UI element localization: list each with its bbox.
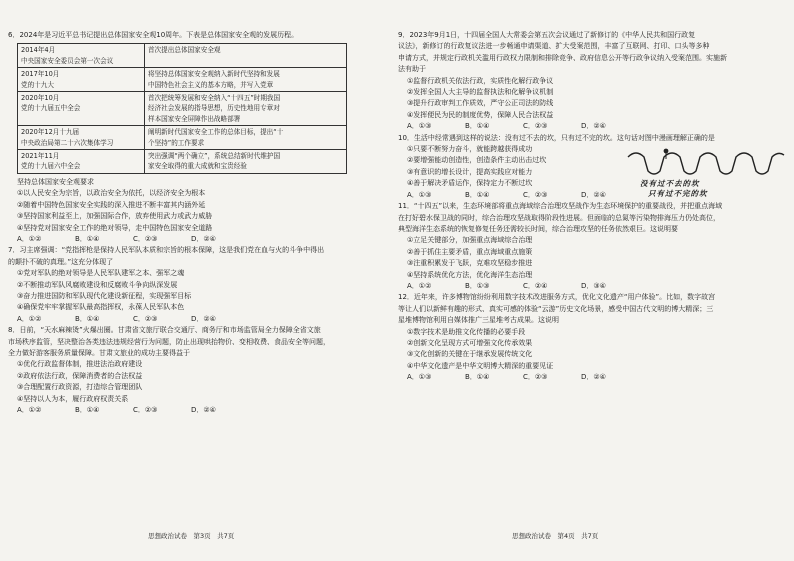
q7-option-1: ①党对军队的绝对领导是人民军队建军之本、强军之魂	[17, 269, 185, 278]
q10-option-4: ④善于解决矛盾运作，保持定力不断过坎	[407, 179, 533, 188]
q11-option-1: ①立足关键部分，加强重点海域综合治理	[407, 236, 533, 245]
q6-option-3: ③坚持国家利益至上，加强国际合作，放弃使用武力或武力威胁	[17, 212, 213, 221]
q8-option-3: ③合理配置行政资源，打造综合管理团队	[17, 383, 143, 392]
history-event-cell	[18, 150, 145, 174]
q12-option-4: ④中华文化遗产是中华文明博大精深的重要见证	[407, 361, 554, 370]
q12-stem-line-3: 星堆博物馆利用自媒体推广三星堆考古成果。这说明	[398, 316, 559, 325]
history-event-line: 2020年10月	[21, 94, 60, 103]
q9-answer-a[interactable]: A．①③	[407, 122, 432, 131]
q9-stem-line-3: 申请方式，并规定行政机关滥用行政权力限制和排除竞争、政府信息公开等行政争议纳入受案范围。实施新	[398, 53, 727, 62]
history-table-row	[18, 150, 347, 174]
q11-answer-a[interactable]: A．①②	[407, 281, 432, 290]
q8-option-4: ④坚持以人为本，履行政府权责关系	[17, 394, 129, 403]
q8-option-1: ①优化行政监督体制，推进法治政府建设	[17, 360, 143, 369]
history-content-line: 个坚持”的工作要求	[148, 138, 205, 147]
q6-answer-b[interactable]: B．①④	[75, 234, 100, 243]
q6-history-table	[17, 43, 347, 173]
history-event-line: 党的十九届六中全会	[21, 162, 81, 171]
q8-stem-line-2: 市场秩序监管，坚决整治各类违法违规经营行为问题，防止出现哄抬物价、变相收费、食品安全等问题，	[8, 337, 330, 346]
cartoon-caption-line-1: 没有过不去的坎	[640, 178, 700, 188]
history-event-line: 党的十九届五中全会	[21, 104, 81, 113]
history-content-line: 首次提出总体国家安全观	[148, 46, 221, 55]
history-event-line: 2014年4月	[21, 46, 56, 55]
q12-answer-d[interactable]: D．②④	[581, 373, 606, 382]
history-content-line: 样本国家安全屏障作出战略部署	[148, 114, 241, 123]
history-content-line: 中国特色社会主义的基本方略，并写入党章	[148, 80, 274, 89]
q8-answer-b[interactable]: B．①④	[75, 406, 100, 414]
history-table-row	[18, 68, 347, 92]
history-event-cell	[18, 44, 145, 68]
history-content-line: 家安全取得的重大成就和宝贵经验	[148, 162, 247, 171]
q12-answer-b[interactable]: B．①④	[465, 373, 490, 382]
q8-answer-c[interactable]: C．②③	[133, 406, 158, 414]
q11-option-3: ③注重积累发于飞跃，克难攻坚稳步推进	[407, 259, 533, 268]
q11-answers	[398, 281, 782, 292]
q7-answer-c[interactable]: C．②③	[133, 314, 158, 323]
history-content-line: 首次把统筹发展和安全纳入“十四五”时期我国	[148, 94, 281, 103]
q8-answers	[8, 405, 380, 416]
q10-answer-b[interactable]: B．①④	[465, 190, 490, 199]
q11-answer-b[interactable]: B．①③	[465, 281, 490, 290]
q6-answer-c[interactable]: C．②③	[133, 234, 158, 243]
history-event-cell	[18, 92, 145, 126]
q8-option-2: ②政府依法行政，保障消费者的合法权益	[17, 371, 143, 380]
history-content-line: 将坚持总体国家安全观纳入新时代坚持和发展	[148, 70, 280, 79]
q7-answers	[8, 314, 380, 325]
cartoon-caption-line-2: 只有过不完的坎	[648, 188, 708, 198]
history-content-cell	[145, 44, 347, 68]
history-content-line: 突出强调“两个确立”，系统总结新时代维护国	[148, 152, 281, 161]
q11-option-2: ②善于抓住主要矛盾，重点海域重点施策	[407, 247, 533, 256]
q11-option-4: ④坚持系统优化方法，优化海洋生态治理	[407, 270, 533, 279]
q10-cartoon-drawing	[626, 143, 786, 179]
history-event-line: 2020年12月十九届	[21, 128, 80, 137]
q9-answers	[398, 121, 782, 132]
q11-answer-c[interactable]: C．②④	[523, 281, 548, 290]
q6-stem: 6．2024年是习近平总书记提出总体国家安全观10周年。下表是总体国家安全观的发展历程。	[8, 31, 299, 39]
q10-cartoon	[626, 143, 786, 203]
q6-option-1: ①以人民安全为宗旨，以政治安全为依托，以经济安全为根本	[17, 189, 206, 198]
q9-answer-b[interactable]: B．①④	[465, 122, 490, 131]
history-event-line: 中央政治局第二十六次集体学习	[21, 138, 114, 147]
history-event-cell	[18, 126, 145, 150]
q6-option-2: ②随着中国特色国家安全实践的深入推进不断丰富其内涵外延	[17, 200, 206, 209]
history-content-cell	[145, 126, 347, 150]
history-event-line: 党的十九大	[21, 80, 54, 89]
history-content-cell	[145, 68, 347, 92]
q12-stem-line-2: 等让人们以新鲜有趣的形式、真实可感的体验“云游”历史文化场景，感受中国古代文明的博大精深；三	[398, 304, 714, 313]
q7-answer-d[interactable]: D．②④	[191, 314, 216, 323]
q11-answer-d[interactable]: D．③④	[581, 281, 606, 290]
q6-option-4: ④坚持党对国家安全工作的绝对领导，走中国特色国家安全道路	[17, 223, 213, 232]
q9-stem-line-4: 法有助于	[398, 65, 426, 74]
history-table-row	[18, 126, 347, 150]
history-event-line: 2021年11月	[21, 152, 60, 161]
q9-stem-line-1: 9．2023年9月1日，十四届全国人大常委会第五次会议通过了新修订的《中华人民共和国行政复	[398, 31, 696, 39]
q6-answers	[8, 234, 380, 245]
q10-answer-c[interactable]: C．②③	[523, 190, 548, 199]
q10-answer-d[interactable]: D．②④	[581, 190, 606, 199]
history-event-cell	[18, 68, 145, 92]
q9-option-2: ②发挥全国人大主导的监督执法和化解争议机制	[407, 88, 554, 97]
q12-option-3: ③文化创新的关键在于继承发展传统文化	[407, 350, 533, 359]
history-event-line: 中央国家安全委员会第一次会议	[21, 56, 114, 65]
q12-answer-a[interactable]: A．①③	[407, 373, 432, 382]
q6-answer-d[interactable]: D．②④	[191, 234, 216, 243]
q9-answer-c[interactable]: C．②③	[523, 122, 548, 131]
q7-option-3: ③奋力推进国防和军队现代化建设新征程，实现强军目标	[17, 291, 192, 300]
q10-cartoon-caption	[640, 179, 708, 199]
q9-stem-line-2: 议法》，新修订的行政复议法进一步畅通申请渠道、扩大受案范围，丰富了互联网、打印、口头等多种	[398, 42, 710, 51]
right-page	[398, 30, 782, 384]
history-event-line: 2017年10月	[21, 70, 60, 79]
history-content-cell	[145, 92, 347, 126]
history-content-line: 经济社会发展的指导思想，历史性地用专章对	[148, 104, 280, 113]
q9-option-1: ①监督行政机关依法行政，实质性化解行政争议	[407, 76, 554, 85]
q8-answer-d[interactable]: D．②④	[191, 406, 216, 414]
q6-lead: 坚持总体国家安全观要求	[17, 177, 94, 186]
q12-answer-c[interactable]: C．②③	[523, 373, 548, 382]
q11-stem-line-2: 在打好碧水保卫战的同时，综合治理攻坚战取得阶段性进展。但面临的总氮等污染物排海压力仍处高位，	[398, 213, 720, 222]
q6-answer-a[interactable]: A．①②	[17, 234, 42, 243]
q7-stem-line-1: 7．习主席强调：“党指挥枪是保持人民军队本质和宗旨的根本保障，这是我们党在血与火的斗争中得出	[8, 246, 325, 255]
left-page-footer: 思想政治试卷 第3页 共7页	[148, 532, 235, 540]
history-content-cell	[145, 150, 347, 174]
q10-option-3: ③有意识的增长设计，提高实践应对能力	[407, 167, 533, 176]
history-table-row	[18, 92, 347, 126]
history-content-line: 阐明新时代国家安全工作的总体目标，提出“十	[148, 128, 284, 137]
q8-answer-a[interactable]: A．①②	[17, 406, 42, 414]
q12-answers	[398, 372, 782, 383]
q11-stem-line-1: 11．“十四五”以来，生态环境部将重点海域综合治理攻坚战作为生态环境保护的重要战役，并把重点海域	[398, 202, 723, 211]
q9-answer-d[interactable]: D．②④	[581, 122, 606, 131]
q12-option-2: ②创新文化呈现方式可增强文化传承效果	[407, 338, 533, 347]
q9-option-3: ③提升行政审判工作质效，严守公正司法的防线	[407, 99, 554, 108]
q7-stem-line-2: 的颠扑不破的真理。”这充分体现了	[8, 257, 114, 266]
q8-stem-line-3: 全力做好游客服务质量保障。甘肃文旅业的成功主要得益于	[8, 348, 190, 357]
left-page	[8, 30, 380, 416]
q12-option-1: ①数字技术是助推文化传播的必要手段	[407, 327, 526, 336]
q10-answer-a[interactable]: A．①③	[407, 190, 432, 199]
q9-option-4: ④发挥便民为民的制度优势，保障人民合法权益	[407, 110, 554, 119]
right-page-footer: 思想政治试卷 第4页 共7页	[512, 532, 599, 540]
q7-option-4: ④确保党牢牢掌握军队最高指挥权，永葆人民军队本色	[17, 303, 185, 312]
q12-stem-line-1: 12．近年来，许多博物馆纷纷利用数字技术改进服务方式，优化文化遗产“用户体验”。比如，数字故宫	[398, 293, 716, 302]
q8-stem-line-1: 8．日前，“天水麻辣烫”火爆出圈。甘肃省文旅厅联合交通厅、商务厅和市场监管局全力保障全省文旅	[8, 326, 321, 335]
q10-option-2: ②要增强能动创造性，创造条件主动出击过坎	[407, 156, 547, 165]
history-table-row	[18, 44, 347, 68]
q10-option-1: ①只要不断努力奋斗，就能跨越获得成功	[407, 145, 533, 154]
q7-answer-a[interactable]: A．①②	[17, 314, 42, 323]
q11-stem-line-3: 典型海洋生态系统的恢复修复任务还需较长时间，综合治理攻坚的任务依然艰巨。这说明要	[398, 224, 678, 233]
q7-answer-b[interactable]: B．①④	[75, 314, 100, 323]
q10-stem: 10．生活中经常遇到这样的说法：没有过不去的坎，只有过不完的坎。这句话对图中漫画理解正确的是	[398, 133, 715, 142]
q7-option-2: ②不断推动军队风腐败建设和反腐败斗争向纵深发展	[17, 280, 178, 289]
